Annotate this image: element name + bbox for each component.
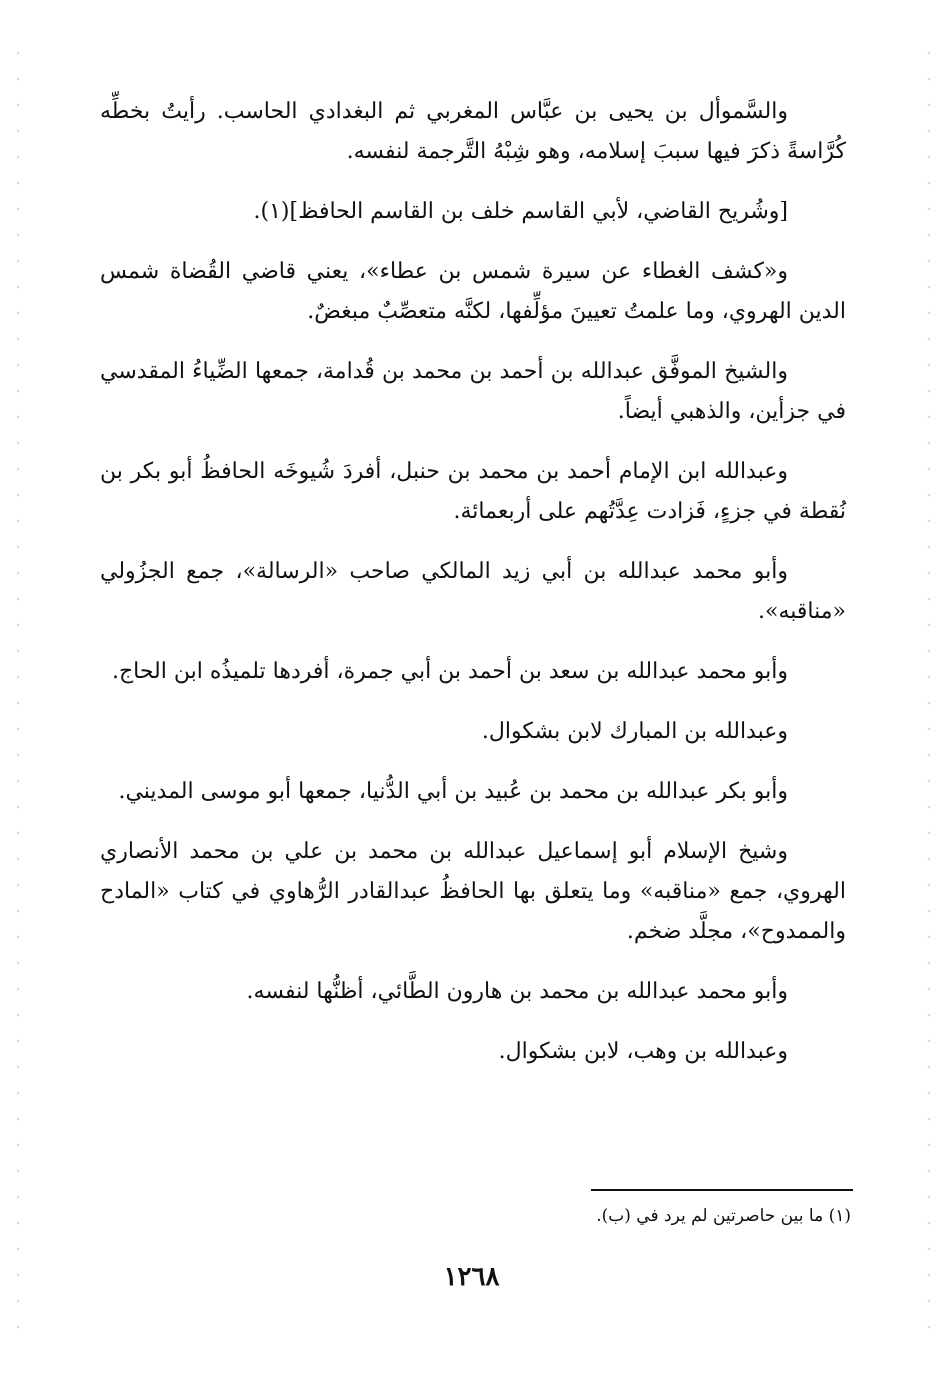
main-text [100,92,846,1092]
left-margin-scan-dots [16,40,20,1340]
page-number: ١٢٦٨ [443,1262,500,1292]
footnote: (١) ما بين حاصرتين لم يرد في (ب). [596,1206,851,1226]
paragraph: وعبدالله بن المبارك لابن بشكوال. [481,719,788,744]
paragraph: وعبدالله ابن الإمام أحمد بن محمد بن حنبل، أفردَ شُيوخَه الحافظُ أبو بكر بن نُقطة في جزءٍ، فَزادت عِدَّتُهم على أربعمائة. [100,459,846,524]
paragraph: وأبو محمد عبدالله بن محمد بن هارون الطَّائي، أظنُّها لنفسه. [246,979,788,1004]
paragraph: [وشُريح القاضي، لأبي القاسم خلف بن القاسم الحافظ](١). [253,199,788,224]
paragraph: والشيخ الموفَّق عبدالله بن أحمد بن محمد بن قُدامة، جمعها الضِّياءُ المقدسي في جزأين، والذهبي أيضاً. [100,359,846,424]
paragraph: وأبو محمد عبدالله بن سعد بن أحمد بن أبي جمرة، أفردها تلميذُه ابن الحاج. [111,659,788,684]
paragraph: والسَّموأل بن يحيى بن عبَّاس المغربي ثم البغدادي الحاسب. رأيتُ بخطِّه كُرَّاسةً ذكرَ فيها سببَ إسلامه، وهو شِبْهُ التَّرجمة لنفسه. [100,99,846,164]
paragraph: وشيخ الإسلام أبو إسماعيل عبدالله بن محمد بن علي بن محمد الأنصاري الهروي، جمع «مناقبه» وما يتعلق بها الحافظُ عبدالقادر الرُّهاوي في كتاب «المادح والممدوح»، مجلَّد ضخم. [100,839,846,944]
paragraph: وأبو محمد عبدالله بن أبي زيد المالكي صاحب «الرسالة»، جمع الجزُولي «مناقبه». [100,559,846,624]
footnote-separator [591,1189,853,1191]
paragraph: وعبدالله بن وهب، لابن بشكوال. [498,1039,788,1064]
right-margin-scan-dots [927,40,931,1340]
paragraph: و«كشف الغطاء عن سيرة شمس بن عطاء»، يعني قاضي القُضاة شمس الدين الهروي، وما علمتُ تعيينَ مؤلِّفها، لكنَّه متعصِّبٌ مبغضٌ. [100,259,846,324]
paragraph: وأبو بكر عبدالله بن محمد بن عُبيد بن أبي الدُّنيا، جمعها أبو موسى المديني. [118,779,788,804]
